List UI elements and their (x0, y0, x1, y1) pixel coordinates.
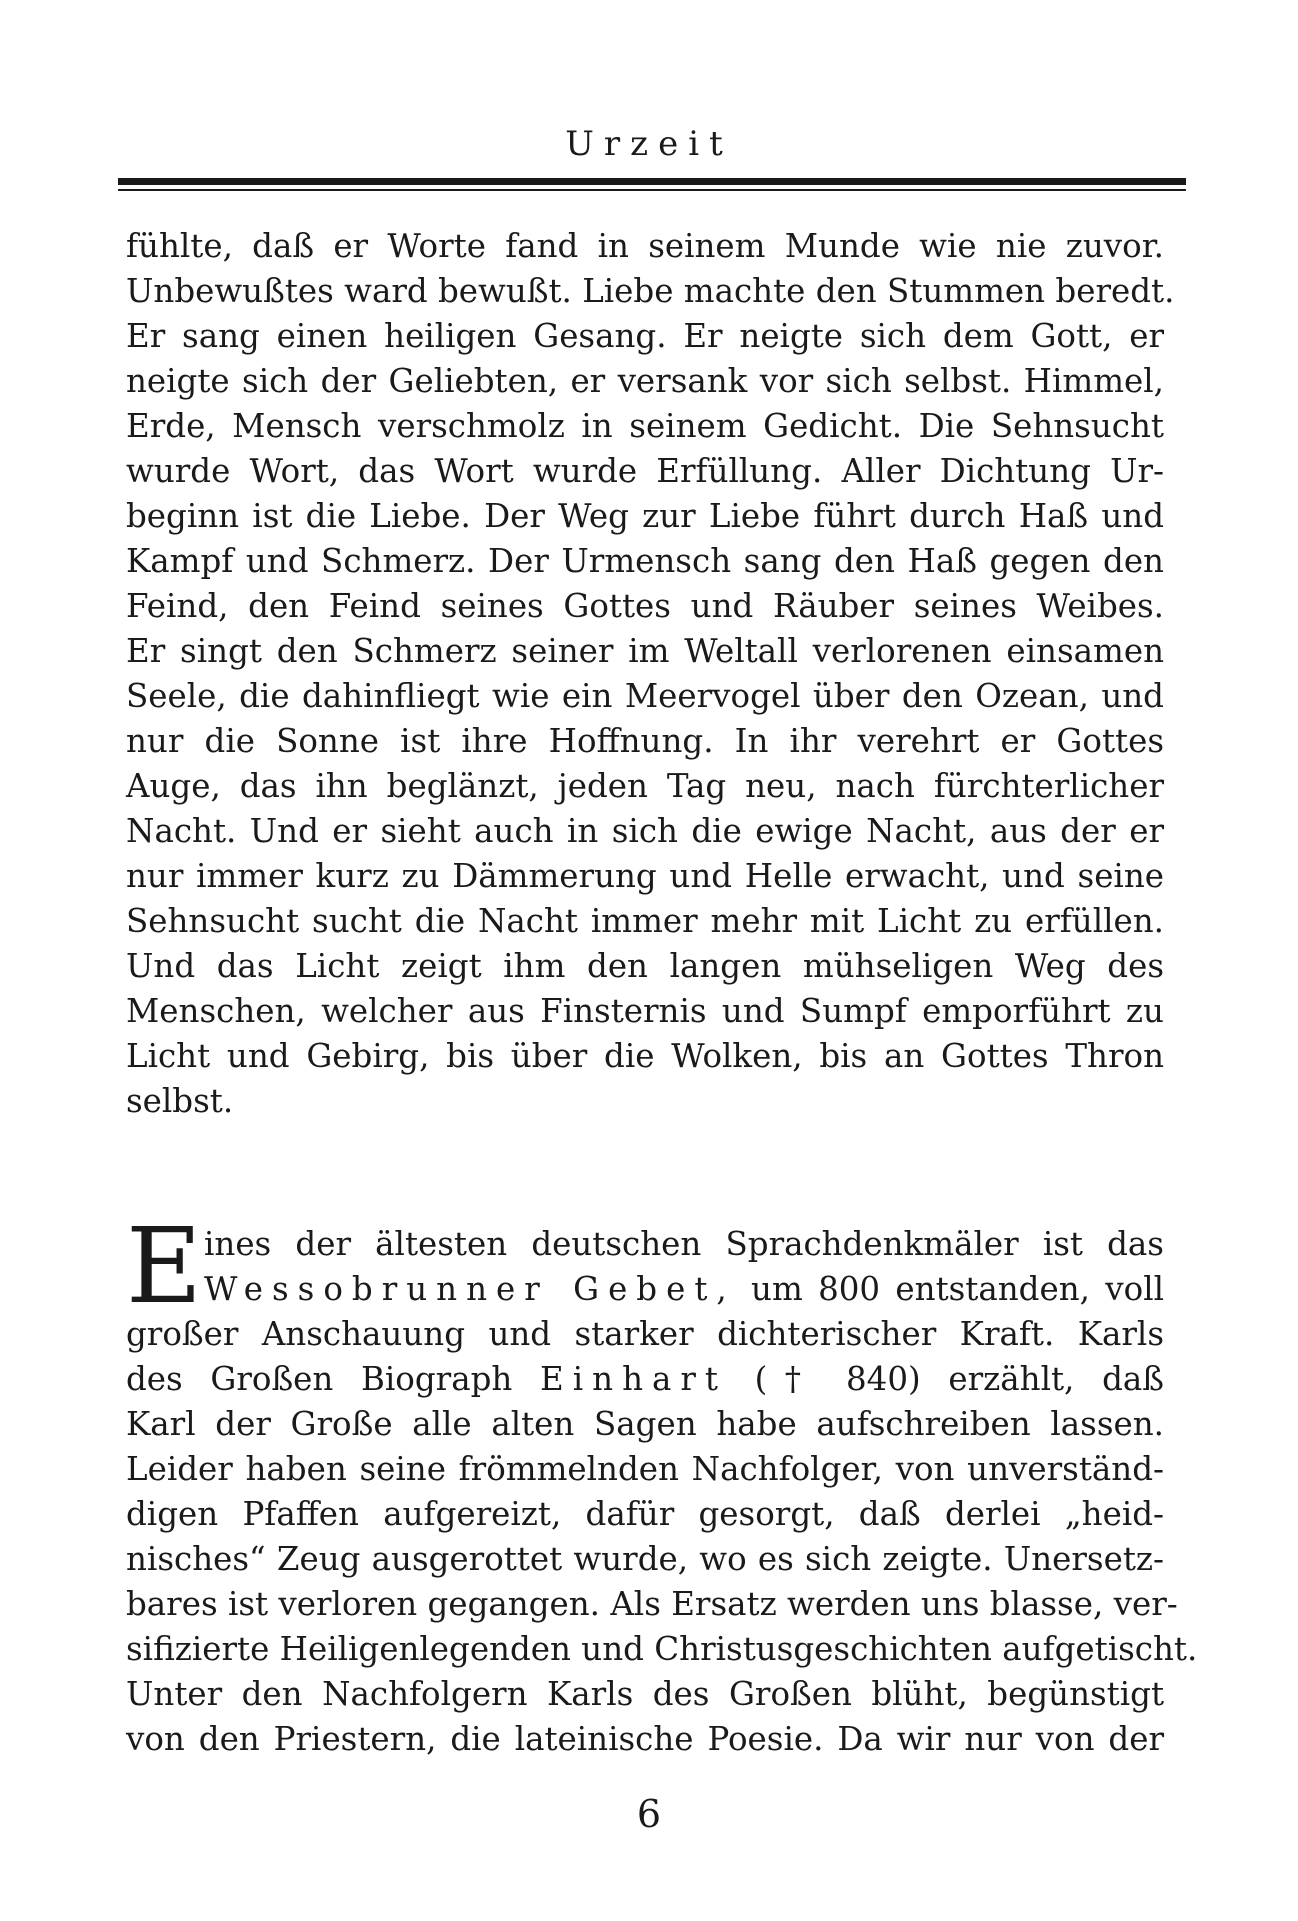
text-line: sifizierte Heiligenlegenden und Christusgeschichten aufgetischt. (126, 1630, 1198, 1668)
header-rule-thick (118, 178, 1186, 185)
text-line: Karl der Große alle alten Sagen habe aufschreiben lassen. (126, 1405, 1164, 1443)
header-rule-thin (118, 189, 1186, 191)
text-line: nur immer kurz zu Dämmerung und Helle erwacht, und seine (126, 857, 1164, 895)
text-line: Seele, die dahinfliegt wie ein Meervogel über den Ozean, und (126, 677, 1164, 715)
paragraph-1 (126, 224, 1175, 1124)
page-number: 6 (636, 1792, 662, 1836)
text-line: Menschen, welcher aus Finsternis und Sumpf emporführt zu (126, 992, 1164, 1030)
text-line: beginn ist die Liebe. Der Weg zur Liebe führt durch Haß und (126, 497, 1164, 535)
spaced-name: Einhart (540, 1360, 727, 1398)
text-line: von den Priestern, die lateinische Poesie. Da wir nur von der (126, 1720, 1164, 1758)
text-line: Unter den Nachfolgern Karls des Großen blüht, begünstigt (126, 1675, 1164, 1713)
text-line: Auge, das ihn beglänzt, jeden Tag neu, nach fürchterlicher (126, 767, 1164, 805)
text-line: Er singt den Schmerz seiner im Weltall verlorenen einsamen (126, 632, 1164, 670)
text-fragment: des Großen Biograph (126, 1360, 513, 1398)
text-line: wurde Wort, das Wort wurde Erfüllung. Aller Dichtung Ur- (126, 452, 1164, 490)
spaced-title: Wessobrunner Gebet, (204, 1270, 736, 1308)
text-line: großer Anschauung und starker dichterischer Kraft. Karls (126, 1315, 1164, 1353)
text-fragment: um 800 entstanden, voll (751, 1270, 1164, 1308)
text-line: fühlte, daß er Worte fand in seinem Munde wie nie zuvor. (126, 227, 1164, 265)
running-head: Urzeit (565, 124, 733, 164)
paragraph-2 (126, 1205, 1198, 1762)
text-line: digen Pfaffen aufgereizt, dafür gesorgt, daß derlei „heid- (126, 1495, 1164, 1533)
text-line: bares ist verloren gegangen. Als Ersatz werden uns blasse, ver- (126, 1585, 1178, 1623)
text-line: Kampf und Schmerz. Der Urmensch sang den Haß gegen den (126, 542, 1164, 580)
text-line: Licht und Gebirg, bis über die Wolken, bis an Gottes Thron (126, 1037, 1164, 1075)
drop-cap: E (126, 1205, 202, 1327)
text-line: Unbewußtes ward bewußt. Liebe machte den Stummen beredt. (126, 272, 1175, 310)
text-line: Sehnsucht sucht die Nacht immer mehr mit Licht zu erfüllen. (126, 902, 1164, 940)
text-line: Feind, den Feind seines Gottes und Räuber seines Weibes. (126, 587, 1164, 625)
text-line: Und das Licht zeigt ihm den langen mühseligen Weg des (126, 947, 1164, 985)
text-line: selbst. (126, 1082, 234, 1120)
text-line: ines der ältesten deutschen Sprachdenkmäler ist das (204, 1225, 1164, 1263)
text-line: Er sang einen heiligen Gesang. Er neigte sich dem Gott, er (126, 317, 1164, 355)
text-line: nur die Sonne ist ihre Hoffnung. In ihr verehrt er Gottes (126, 722, 1164, 760)
text-line: Nacht. Und er sieht auch in sich die ewige Nacht, aus der er (126, 812, 1164, 850)
text-line: neigte sich der Geliebten, er versank vor sich selbst. Himmel, (126, 362, 1164, 400)
text-line: Leider haben seine frömmelnden Nachfolger, von unverständ- (126, 1450, 1164, 1488)
text-line (126, 1357, 1164, 1402)
text-line: Erde, Mensch verschmolz in seinem Gedicht. Die Sehnsucht (126, 407, 1164, 445)
text-line (126, 1267, 1164, 1312)
text-fragment: († 840) erzählt, daß (754, 1360, 1164, 1398)
text-line: nisches“ Zeug ausgerottet wurde, wo es sich zeigte. Unersetz- (126, 1540, 1164, 1578)
